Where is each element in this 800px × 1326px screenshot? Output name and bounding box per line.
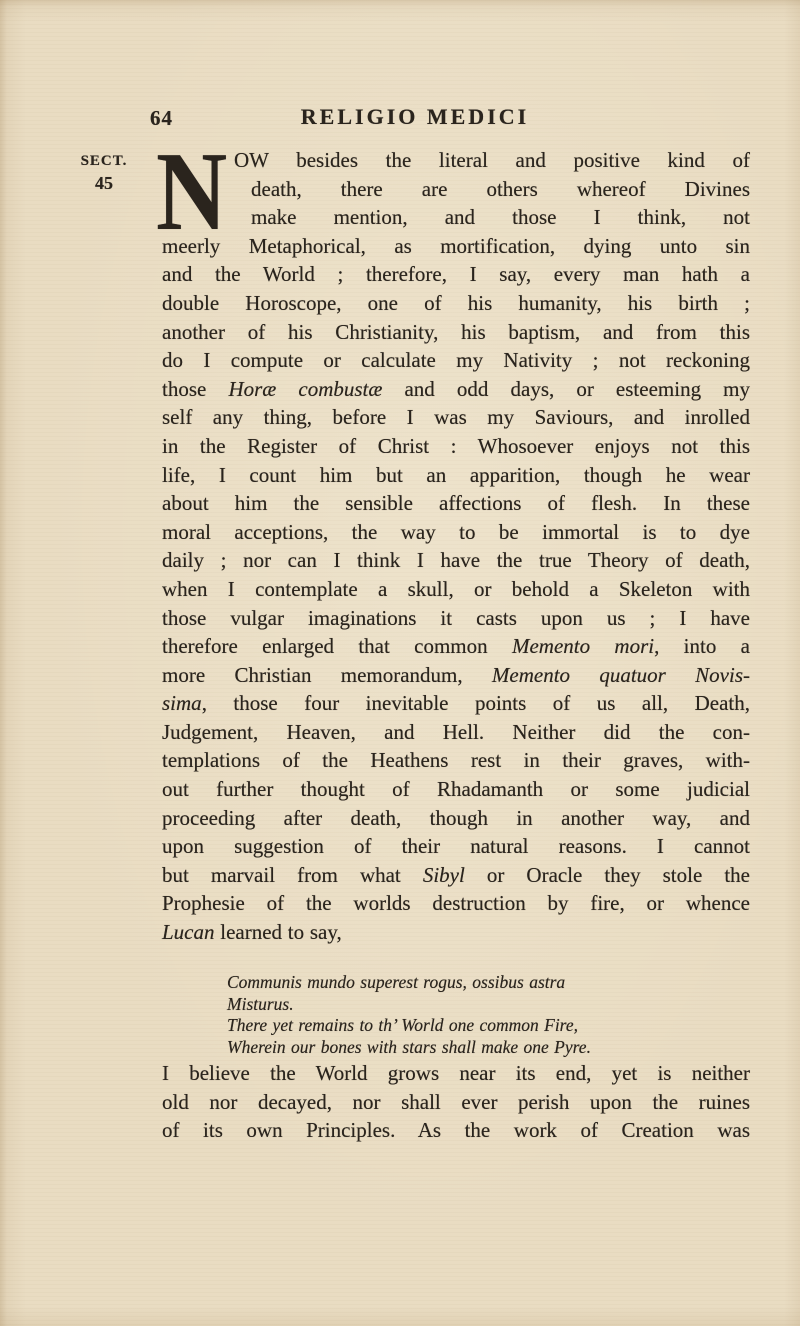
text-line <box>162 832 750 861</box>
text-segment: upon suggestion of their natural reasons. I cannot <box>162 834 750 859</box>
text-line <box>162 661 750 690</box>
section-label: SECT. <box>80 153 128 169</box>
text-segment: Judgement, Heaven, and Hell. Neither did the con- <box>162 719 750 744</box>
text-segment: Memento mori <box>511 634 655 659</box>
text-line <box>162 775 750 804</box>
drop-cap-letter: N <box>156 130 228 254</box>
text-line <box>162 432 750 461</box>
verse-quotation <box>227 972 750 1058</box>
text-segment: Horæ combustæ <box>228 376 383 401</box>
running-title: RELIGIO MEDICI <box>300 104 530 129</box>
text-line <box>162 518 750 547</box>
section-marginal-note <box>64 153 144 194</box>
text-segment: in the Register of Christ : Whosoever enjoys not this <box>162 433 750 458</box>
text-segment: double Horoscope, one of his humanity, his birth ; <box>162 290 750 315</box>
text-line <box>162 1116 750 1145</box>
text-line <box>227 972 750 994</box>
text-segment: old nor decayed, nor shall ever perish upon the ruines <box>162 1089 750 1114</box>
paragraph-world-end <box>162 1059 750 1145</box>
text-segment: life, I count him but an apparition, though he wear <box>162 462 750 487</box>
text-line <box>162 260 750 289</box>
text-line <box>162 318 750 347</box>
text-line <box>162 604 750 633</box>
text-line <box>227 1015 750 1037</box>
text-segment: learned to say, <box>214 920 342 945</box>
text-segment: those <box>162 376 229 401</box>
text-line <box>162 546 750 575</box>
text-line <box>162 918 750 947</box>
text-segment: and odd days, or esteeming my <box>382 376 751 401</box>
text-line <box>162 489 750 518</box>
text-segment: another of his Christianity, his baptism, and from this <box>162 319 750 344</box>
text-segment: Prophesie of the worlds destruction by fire, or whence <box>162 891 750 916</box>
text-segment: self any thing, before I was my Saviours, and inrolled <box>162 405 750 430</box>
text-line <box>162 203 750 232</box>
text-segment: out further thought of Rhadamanth or some judicial <box>162 777 750 802</box>
text-line <box>162 175 750 204</box>
text-segment: death, there are others whereof Divines <box>251 176 750 201</box>
text-line <box>162 146 750 175</box>
text-segment: , those four inevitable points of us all, Death, <box>201 691 750 716</box>
text-segment: of its own Principles. As the work of Creation was <box>162 1118 750 1143</box>
paragraph-section-45 <box>162 146 750 947</box>
text-segment: I believe the World grows near its end, yet is neither <box>162 1061 750 1085</box>
text-segment: Misturus. <box>227 993 294 1014</box>
text-segment: moral acceptions, the way to be immortal is to dye <box>162 519 750 544</box>
text-line <box>162 889 750 918</box>
text-segment: but marvail from what <box>162 862 423 887</box>
text-segment: Wherein our bones with stars shall make one Pyre. <box>227 1036 591 1057</box>
text-segment: when I contemplate a skull, or behold a Skeleton with <box>162 576 750 601</box>
text-line <box>162 346 750 375</box>
text-segment: or Oracle they stole the <box>464 862 751 887</box>
text-segment: do I compute or calculate my Nativity ; not reckoning <box>162 348 750 373</box>
text-segment: sima <box>162 691 202 716</box>
text-line <box>162 804 750 833</box>
text-segment: therefore enlarged that common <box>162 634 512 659</box>
text-line <box>162 575 750 604</box>
text-segment: about him the sensible affections of flesh. In these <box>162 491 750 516</box>
text-segment: There yet remains to th’ World one common Fire, <box>227 1015 578 1035</box>
text-line <box>162 232 750 261</box>
text-segment: meerly Metaphorical, as mortification, dying unto sin <box>162 233 750 258</box>
text-segment: proceeding after death, though in another way, and <box>162 805 750 830</box>
text-segment: Sibyl <box>422 862 465 887</box>
text-segment: templations of the Heathens rest in their graves, with- <box>162 748 750 773</box>
text-line <box>162 632 750 661</box>
text-segment: OW besides the literal and positive kind of <box>234 148 750 172</box>
text-segment: Lucan <box>162 920 215 945</box>
text-segment: Communis mundo superest rogus, ossibus astra <box>227 972 566 992</box>
text-segment: daily ; nor can I think I have the true Theory of death, <box>162 548 750 573</box>
text-segment: Memento quatuor Novis- <box>491 662 750 687</box>
text-line <box>162 375 750 404</box>
text-line <box>162 718 750 747</box>
text-line <box>227 994 750 1016</box>
text-segment: more Christian memorandum, <box>162 662 492 687</box>
text-line <box>162 1088 750 1117</box>
text-segment: , into a <box>654 634 750 659</box>
text-line <box>162 289 750 318</box>
text-line <box>162 403 750 432</box>
text-line <box>162 689 750 718</box>
text-segment: those vulgar imaginations it casts upon us ; I have <box>162 605 750 630</box>
text-line <box>162 746 750 775</box>
text-line <box>162 861 750 890</box>
section-number: 45 <box>95 173 113 193</box>
text-segment: make mention, and those I think, not <box>251 205 750 230</box>
page-number: 64 <box>150 106 173 130</box>
text-line <box>162 461 750 490</box>
text-line <box>162 1059 750 1088</box>
text-segment: and the World ; therefore, I say, every man hath a <box>162 262 750 287</box>
text-line <box>227 1037 750 1059</box>
